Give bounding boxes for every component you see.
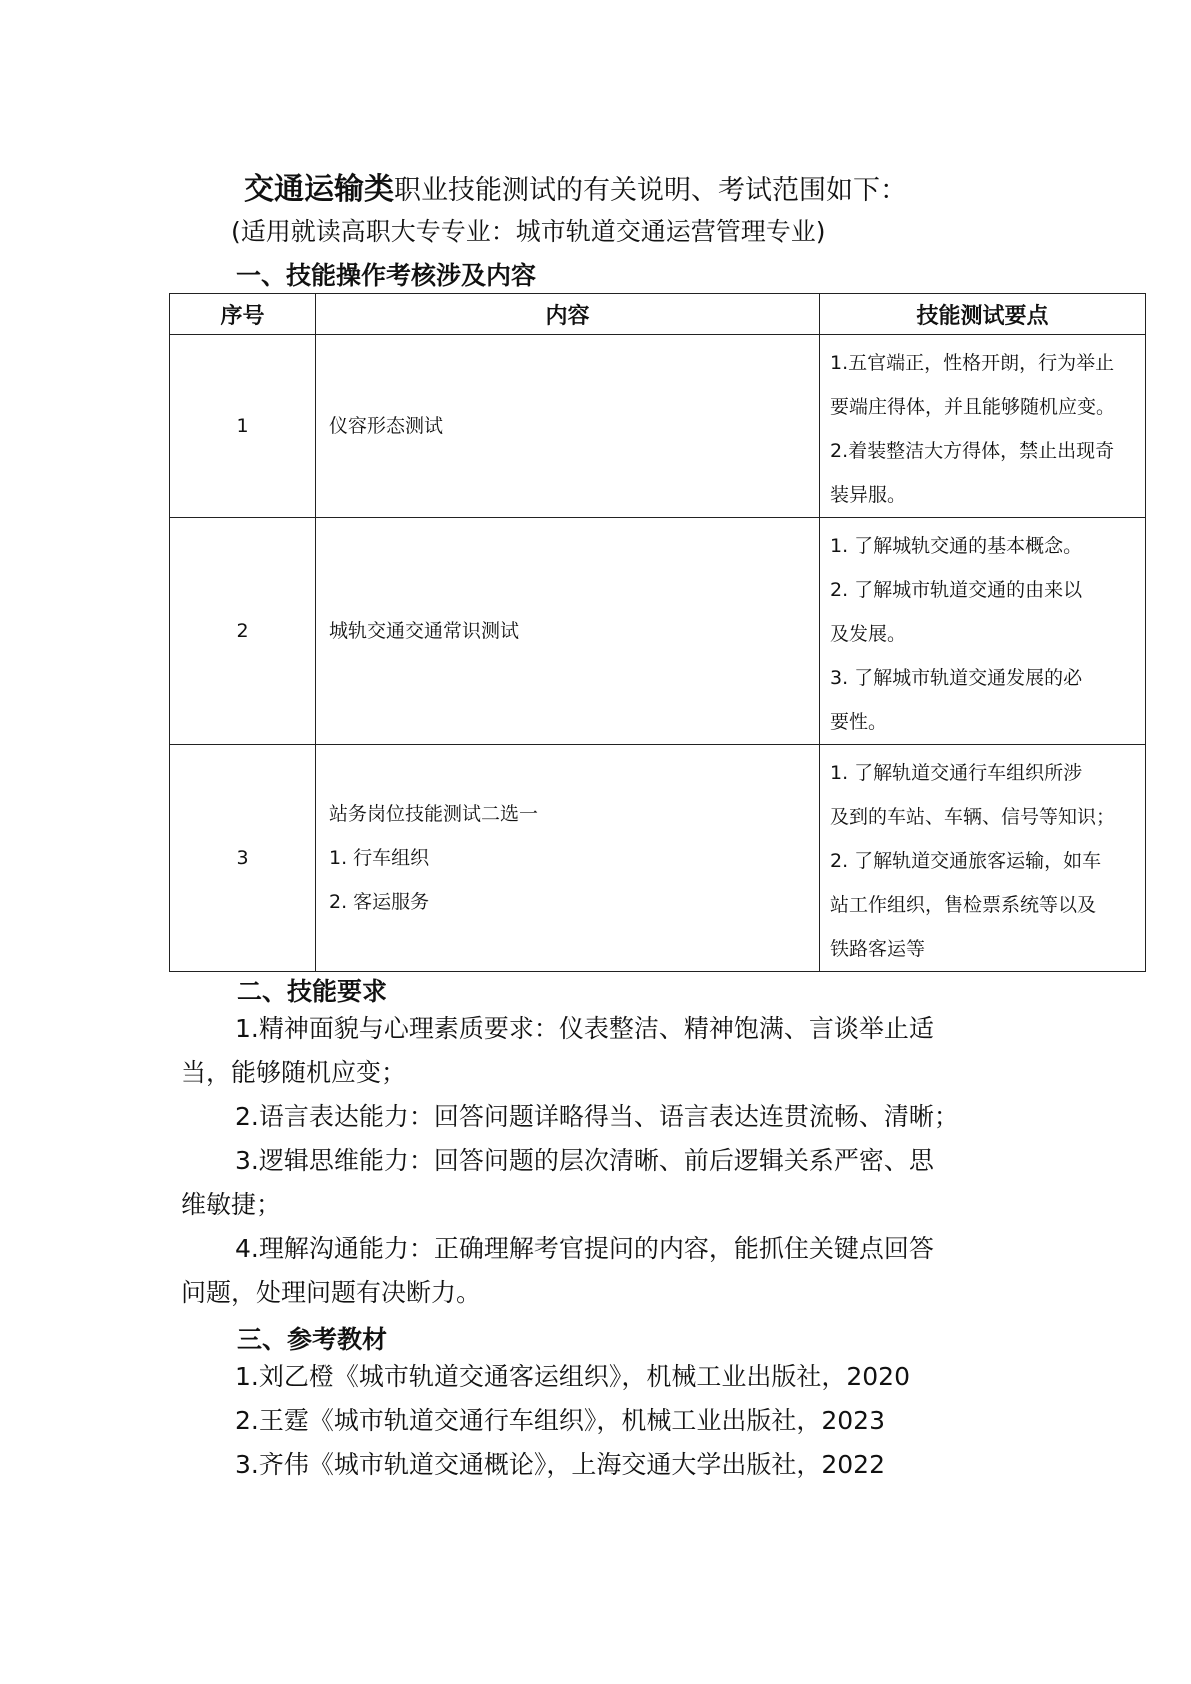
points-line: 要性。 (830, 711, 888, 733)
row-points (820, 335, 1146, 518)
header-points: 技能测试要点 (820, 294, 1146, 335)
table-row (170, 335, 1146, 518)
subtitle: (适用就读高职大专专业：城市轨道交通运营管理专业) (231, 217, 826, 246)
points-line: 3. 了解城市轨道交通发展的必 (830, 667, 1083, 689)
table-row (170, 745, 1146, 972)
requirement-line: 1.精神面貌与心理素质要求：仪表整洁、精神饱满、言谈举止适 (235, 1014, 934, 1043)
content-line: 城轨交通交通常识测试 (329, 620, 520, 642)
title-rest: 职业技能测试的有关说明、考试范围如下： (394, 175, 907, 206)
row-points (820, 745, 1146, 972)
section3-heading: 三、参考教材 (237, 1325, 388, 1354)
reference-line: 3.齐伟《城市轨道交通概论》，上海交通大学出版社，2022 (235, 1450, 885, 1479)
reference-line: 2.王霆《城市轨道交通行车组织》，机械工业出版社，2023 (235, 1406, 885, 1435)
content-line: 站务岗位技能测试二选一 (329, 803, 539, 825)
title-category: 交通运输类 (244, 172, 394, 207)
requirement-line: 问题，处理问题有决断力。 (181, 1278, 482, 1307)
points-line: 铁路客运等 (830, 938, 926, 960)
content-line: 仪容形态测试 (329, 415, 444, 437)
requirement-line: 2.语言表达能力：回答问题详略得当、语言表达连贯流畅、清晰； (235, 1102, 959, 1131)
points-line: 2. 了解轨道交通旅客运输，如车 (830, 850, 1102, 872)
points-line: 1. 了解轨道交通行车组织所涉 (830, 762, 1083, 784)
requirement-line: 4.理解沟通能力：正确理解考官提问的内容，能抓住关键点回答 (235, 1234, 934, 1263)
row-number: 3 (170, 745, 316, 972)
reference-line: 1.刘乙橙《城市轨道交通客运组织》，机械工业出版社，2020 (235, 1362, 910, 1391)
points-line: 1.五官端正，性格开朗，行为举止 (830, 352, 1115, 374)
points-line: 2.着装整洁大方得体，禁止出现奇 (830, 440, 1115, 462)
content-line: 2. 客运服务 (329, 891, 430, 913)
skill-table (169, 293, 1146, 972)
header-no: 序号 (170, 294, 316, 335)
content-line: 1. 行车组织 (329, 847, 430, 869)
section1-heading: 一、技能操作考核涉及内容 (236, 261, 537, 290)
points-line: 1. 了解城轨交通的基本概念。 (830, 535, 1083, 557)
row-points (820, 518, 1146, 745)
section2-heading: 二、技能要求 (237, 977, 388, 1006)
points-line: 装异服。 (830, 484, 907, 506)
row-number: 2 (170, 518, 316, 745)
points-line: 站工作组织，售检票系统等以及 (830, 894, 1097, 916)
document-title (244, 164, 907, 208)
header-content: 内容 (316, 294, 820, 335)
points-line: 要端庄得体，并且能够随机应变。 (830, 396, 1116, 418)
points-line: 及发展。 (830, 623, 907, 645)
row-content (316, 335, 820, 518)
table-row (170, 518, 1146, 745)
points-line: 及到的车站、车辆、信号等知识； (830, 806, 1116, 828)
points-line: 2. 了解城市轨道交通的由来以 (830, 579, 1083, 601)
row-content (316, 745, 820, 972)
requirement-line: 3.逻辑思维能力：回答问题的层次清晰、前后逻辑关系严密、思 (235, 1146, 934, 1175)
requirement-line: 维敏捷； (181, 1190, 282, 1219)
requirement-line: 当，能够随机应变； (181, 1058, 407, 1087)
row-number: 1 (170, 335, 316, 518)
row-content (316, 518, 820, 745)
table-header-row (170, 294, 1146, 335)
